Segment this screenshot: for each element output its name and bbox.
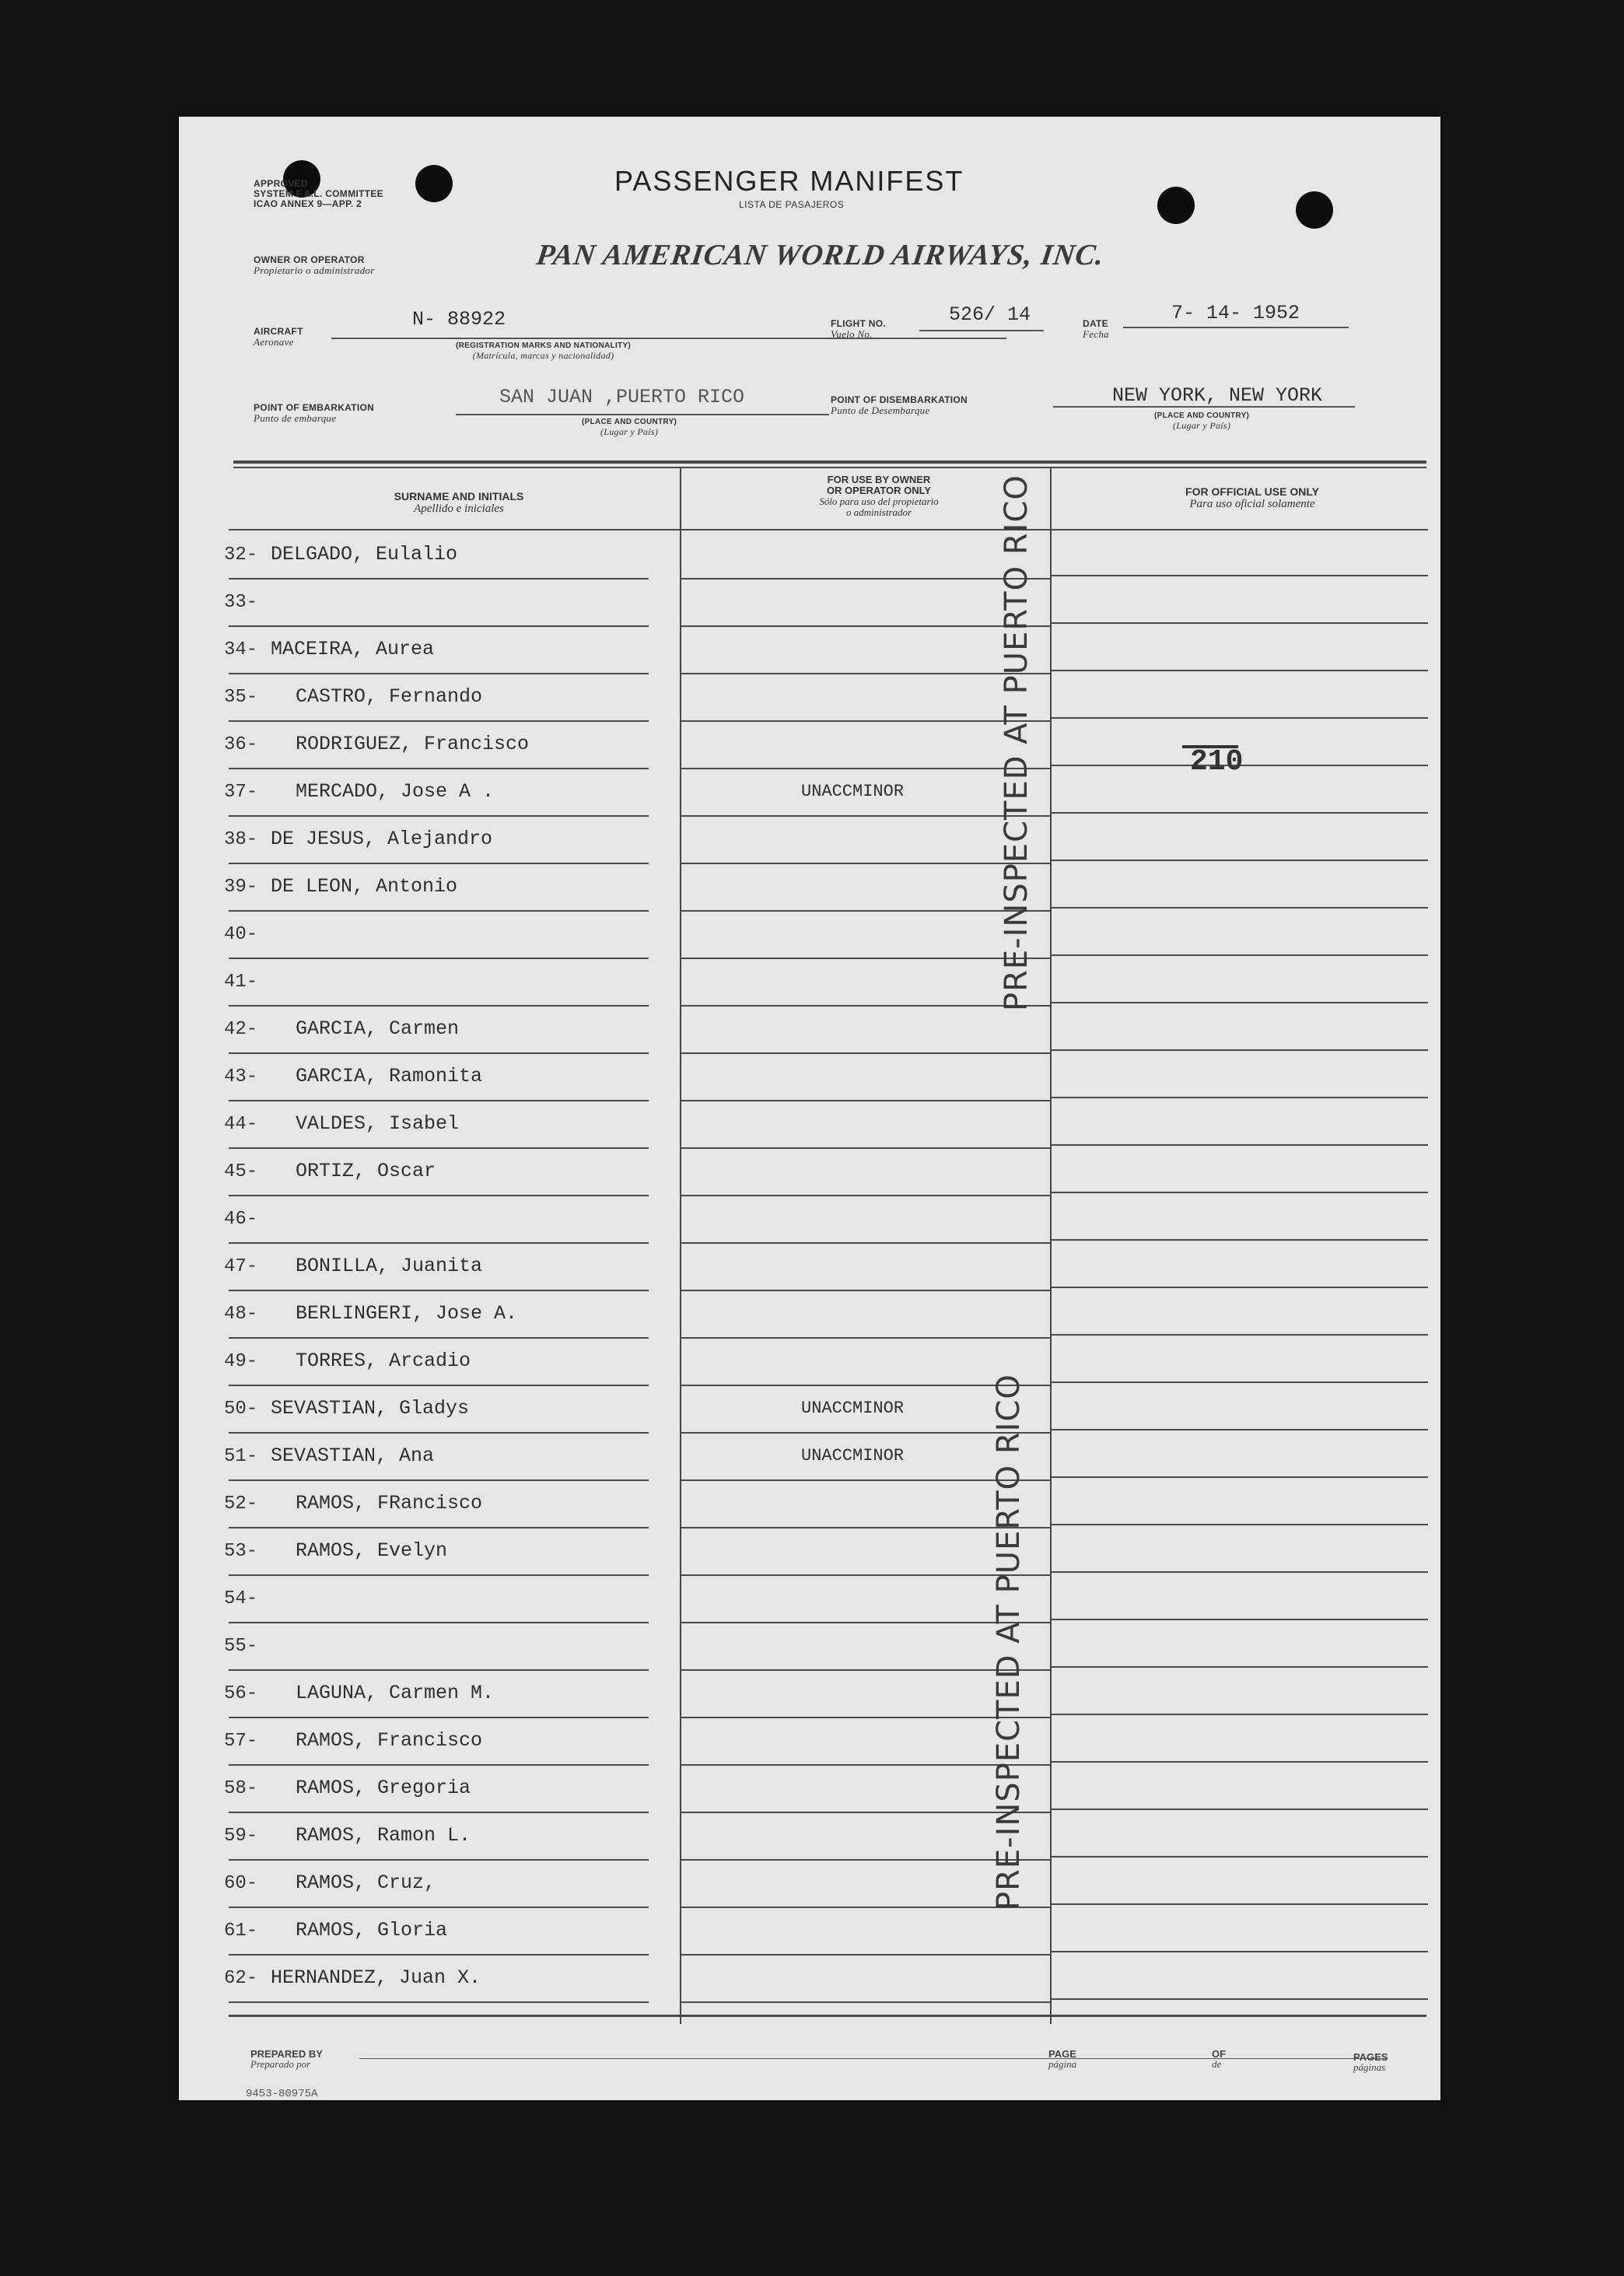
row-rule	[229, 1100, 649, 1101]
approval-line: ICAO ANNEX 9—APP. 2	[254, 198, 362, 209]
row-number: 37-	[224, 782, 258, 803]
passenger-name: RAMOS, Gregoria	[296, 1777, 471, 1799]
row-rule	[1052, 907, 1428, 909]
row-rule	[681, 768, 1050, 769]
row-rule	[1052, 1666, 1428, 1668]
row-rule	[681, 1954, 1050, 1956]
row-rule	[1052, 1714, 1428, 1715]
place-label: (PLACE AND COUNTRY) (Lugar y País)	[582, 418, 677, 437]
passenger-name: DELGADO, Eulalio	[271, 543, 458, 565]
flight-underline	[919, 330, 1044, 331]
row-rule	[681, 958, 1050, 959]
row-number: 49-	[224, 1351, 258, 1372]
row-rule	[229, 578, 649, 580]
passenger-name: RAMOS, Ramon L.	[296, 1824, 471, 1847]
row-rule	[681, 578, 1050, 580]
page-label: PAGE página	[1048, 2048, 1077, 2070]
row-rule	[229, 1005, 649, 1007]
approval-line: SYSTEM F.A.L. COMMITTEE	[254, 188, 383, 199]
row-rule	[229, 815, 649, 817]
row-rule	[229, 1052, 649, 1054]
owner-use-header: FOR USE BY OWNER OR OPERATOR ONLY Sólo para uso del propietario o administrador	[819, 474, 939, 518]
pre-inspected-stamp: PRE-INSPECTED AT PUERTO RICO	[991, 1374, 1027, 1910]
passenger-name: BERLINGERI, Jose A.	[296, 1302, 518, 1325]
row-rule	[1052, 1144, 1428, 1146]
row-rule	[229, 958, 649, 959]
row-number: 52-	[224, 1493, 258, 1514]
row-rule	[1052, 1951, 1428, 1952]
surname-header: SURNAME AND INITIALS Apellido e iniciales	[394, 490, 524, 515]
prepared-by-underline	[359, 2058, 1386, 2059]
row-rule	[229, 1812, 649, 1813]
row-rule	[681, 1052, 1050, 1054]
row-rule	[229, 863, 649, 864]
disembark-label: POINT OF DISEMBARKATION Punto de Desembarque	[831, 394, 968, 416]
row-number: 42-	[224, 1019, 258, 1040]
row-rule	[1052, 1571, 1428, 1573]
owner-note: UNACCMINOR	[801, 782, 905, 801]
row-rule	[229, 768, 649, 769]
manifest-page	[179, 117, 1440, 2100]
passenger-name: RAMOS, Evelyn	[296, 1539, 448, 1562]
row-rule	[681, 815, 1050, 817]
row-rule	[229, 1479, 649, 1481]
column-divider	[680, 468, 681, 2024]
row-number: 51-	[224, 1446, 258, 1467]
official-use-header: FOR OFFICIAL USE ONLY Para uso oficial solamente	[1185, 485, 1319, 510]
passenger-name: BONILLA, Juanita	[296, 1255, 483, 1277]
column-divider	[1050, 468, 1052, 2024]
row-number: 40-	[224, 924, 258, 945]
row-rule	[1052, 670, 1428, 671]
row-rule	[229, 1385, 649, 1386]
of-label: OF de	[1212, 2048, 1227, 2070]
page-subtitle: LISTA DE PASAJEROS	[739, 199, 845, 210]
row-rule	[1052, 1192, 1428, 1193]
row-rule	[229, 1242, 649, 1244]
row-rule	[681, 1242, 1050, 1244]
row-rule	[1052, 1476, 1428, 1478]
row-rule	[1052, 1619, 1428, 1620]
row-number: 39-	[224, 877, 258, 898]
table-top-rule-2	[233, 467, 1426, 468]
row-number: 44-	[224, 1114, 258, 1135]
row-rule	[681, 1005, 1050, 1007]
passenger-name: DE LEON, Antonio	[271, 875, 458, 898]
row-number: 41-	[224, 972, 258, 993]
row-rule	[1052, 1429, 1428, 1430]
row-number: 58-	[224, 1778, 258, 1799]
passenger-name: TORRES, Arcadio	[296, 1350, 471, 1372]
passenger-name: RAMOS, Cruz,	[296, 1872, 436, 1894]
pages-label: PAGES páginas	[1353, 2051, 1388, 2073]
passenger-name: RAMOS, Francisco	[296, 1729, 483, 1752]
embark-value: SAN JUAN ,PUERTO RICO	[499, 386, 745, 408]
passenger-name: SEVASTIAN, Gladys	[271, 1397, 470, 1420]
passenger-name: RAMOS, FRancisco	[296, 1492, 483, 1514]
passenger-name: ORTIZ, Oscar	[296, 1160, 436, 1182]
official-value: 210	[1190, 745, 1244, 779]
embark-underline	[456, 414, 829, 415]
table-top-rule	[233, 460, 1426, 464]
row-number: 46-	[224, 1209, 258, 1230]
header-rule	[229, 529, 1428, 530]
row-rule	[681, 673, 1050, 674]
row-rule	[1052, 1809, 1428, 1810]
passenger-name: HERNANDEZ, Juan X.	[271, 1966, 481, 1989]
row-rule	[229, 1622, 649, 1623]
row-rule	[229, 1195, 649, 1196]
disembark-value: NEW YORK, NEW YORK	[1112, 384, 1323, 407]
row-number: 53-	[224, 1541, 258, 1562]
row-rule	[229, 1527, 649, 1528]
row-number: 56-	[224, 1683, 258, 1704]
owner-note: UNACCMINOR	[801, 1399, 905, 1418]
flight-label: FLIGHT NO. Vuelo No.	[831, 318, 886, 340]
row-rule	[229, 1337, 649, 1339]
aircraft-value: N- 88922	[412, 308, 506, 331]
punch-hole	[1157, 187, 1195, 224]
table-bottom-rule	[229, 2015, 1426, 2017]
passenger-name: GARCIA, Carmen	[296, 1017, 460, 1040]
row-number: 38-	[224, 829, 258, 850]
row-number: 57-	[224, 1731, 258, 1752]
owner-value: PAN AMERICAN WORLD AIRWAYS, INC.	[534, 239, 1107, 271]
row-rule	[229, 1859, 649, 1861]
passenger-name: LAGUNA, Carmen M.	[296, 1682, 495, 1704]
row-rule	[229, 1669, 649, 1671]
row-rule	[229, 1432, 649, 1434]
place-label-2: (PLACE AND COUNTRY) (Lugar y País)	[1154, 411, 1250, 431]
row-number: 32-	[224, 544, 258, 565]
row-rule	[1052, 1239, 1428, 1241]
strikeout-mark	[1182, 745, 1238, 748]
passenger-name: SEVASTIAN, Ana	[271, 1444, 435, 1467]
row-rule	[229, 625, 649, 627]
row-rule	[1052, 1856, 1428, 1858]
row-rule	[681, 1147, 1050, 1149]
punch-hole	[1296, 191, 1333, 229]
row-rule	[229, 1147, 649, 1149]
row-rule	[1052, 1524, 1428, 1525]
date-value: 7- 14- 1952	[1171, 302, 1300, 324]
row-number: 34-	[224, 639, 258, 660]
embark-label: POINT OF EMBARKATION Punto de embarque	[254, 402, 375, 424]
page-title: PASSENGER MANIFEST	[614, 165, 964, 197]
prepared-by-label: PREPARED BY Preparado por	[250, 2048, 323, 2070]
passenger-name: GARCIA, Ramonita	[296, 1065, 483, 1087]
row-rule	[681, 863, 1050, 864]
row-rule	[1052, 1381, 1428, 1383]
passenger-name: RODRIGUEZ, Francisco	[296, 733, 530, 755]
row-number: 45-	[224, 1161, 258, 1182]
row-number: 36-	[224, 734, 258, 755]
registration-label: (REGISTRATION MARKS AND NATIONALITY) (Matrícula, marcas y nacionalidad)	[456, 341, 632, 361]
row-rule	[1052, 954, 1428, 956]
row-number: 48-	[224, 1304, 258, 1325]
row-number: 47-	[224, 1256, 258, 1277]
row-rule	[1052, 1334, 1428, 1336]
row-rule	[681, 910, 1050, 912]
flight-value: 526/ 14	[949, 303, 1031, 326]
row-number: 61-	[224, 1921, 258, 1942]
row-rule	[1052, 1287, 1428, 1288]
passenger-name: CASTRO, Fernando	[296, 685, 483, 708]
row-rule	[229, 2001, 649, 2003]
aircraft-underline	[331, 338, 1006, 339]
row-rule	[229, 1907, 649, 1908]
row-rule	[681, 720, 1050, 722]
row-rule	[229, 1574, 649, 1576]
row-rule	[1052, 1761, 1428, 1763]
row-rule	[1052, 1097, 1428, 1098]
row-number: 62-	[224, 1968, 258, 1989]
row-number: 55-	[224, 1636, 258, 1657]
row-rule	[1052, 1002, 1428, 1003]
row-rule	[229, 1764, 649, 1766]
passenger-name: MACEIRA, Aurea	[271, 638, 435, 660]
row-number: 35-	[224, 687, 258, 708]
owner-note: UNACCMINOR	[801, 1446, 905, 1465]
passenger-name: MERCADO, Jose A .	[296, 780, 495, 803]
row-rule	[1052, 1998, 1428, 2000]
row-rule	[229, 673, 649, 674]
row-number: 43-	[224, 1066, 258, 1087]
punch-hole	[415, 165, 453, 202]
row-number: 60-	[224, 1873, 258, 1894]
row-rule	[229, 1717, 649, 1718]
row-rule	[681, 625, 1050, 627]
row-number: 59-	[224, 1826, 258, 1847]
row-rule	[681, 1290, 1050, 1291]
row-rule	[1052, 717, 1428, 719]
date-underline	[1123, 327, 1349, 328]
row-rule	[1052, 860, 1428, 861]
form-number: 9453-80975A	[246, 2088, 318, 2100]
aircraft-label: AIRCRAFT Aeronave	[254, 326, 303, 348]
row-rule	[1052, 812, 1428, 814]
approval-block	[254, 179, 383, 209]
row-rule	[1052, 622, 1428, 624]
row-rule	[229, 1954, 649, 1956]
row-rule	[681, 1337, 1050, 1339]
row-number: 33-	[224, 592, 258, 613]
passenger-name: VALDES, Isabel	[296, 1112, 460, 1135]
pre-inspected-stamp: PRE-INSPECTED AT PUERTO RICO	[999, 474, 1034, 1011]
row-number: 50-	[224, 1399, 258, 1420]
date-label: DATE Fecha	[1083, 318, 1109, 340]
row-rule	[229, 720, 649, 722]
row-rule	[229, 910, 649, 912]
row-rule	[681, 1100, 1050, 1101]
row-rule	[229, 1290, 649, 1291]
approval-line: APPROVED	[254, 178, 308, 189]
row-rule	[1052, 1903, 1428, 1905]
row-rule	[1052, 575, 1428, 576]
owner-label: OWNER OR OPERATOR Propietario o administrador	[254, 254, 375, 276]
passenger-name: RAMOS, Gloria	[296, 1919, 448, 1942]
row-rule	[681, 1195, 1050, 1196]
row-number: 54-	[224, 1588, 258, 1609]
row-rule	[1052, 1049, 1428, 1051]
row-rule	[681, 2001, 1050, 2003]
passenger-name: DE JESUS, Alejandro	[271, 828, 493, 850]
